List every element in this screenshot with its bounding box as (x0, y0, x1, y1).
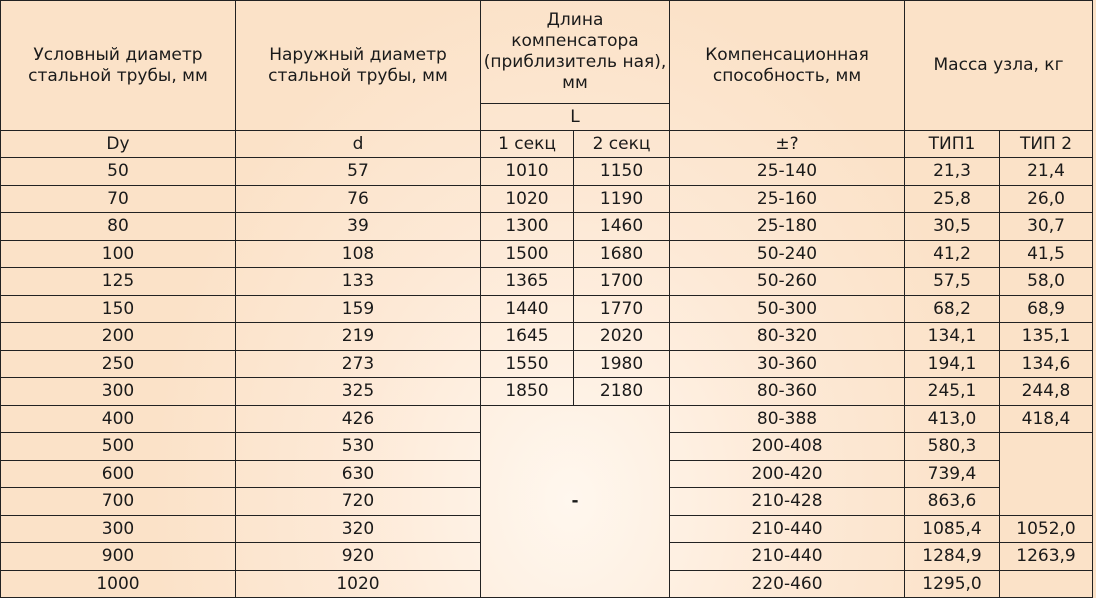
cell-type2 (1000, 570, 1093, 598)
cell-comp: 200-420 (670, 460, 905, 488)
cell-type1: 194,1 (905, 350, 1000, 378)
cell-type1: 413,0 (905, 405, 1000, 433)
cell-type2: 135,1 (1000, 323, 1093, 351)
cell-sec2: 2020 (574, 323, 670, 351)
cell-sec2: 1190 (574, 185, 670, 213)
cell-dn: 300 (1, 378, 236, 406)
cell-type2-empty (1000, 433, 1093, 516)
cell-type1: 739,4 (905, 460, 1000, 488)
cell-dn: 125 (1, 268, 236, 296)
table-row (1, 350, 1093, 378)
subheader-sec1: 1 секц (481, 131, 574, 158)
table-row (1, 323, 1093, 351)
subheader-row (1, 131, 1093, 158)
cell-sec1: 1300 (481, 213, 574, 241)
cell-sec2: 1680 (574, 240, 670, 268)
cell-type1: 57,5 (905, 268, 1000, 296)
cell-d: 530 (236, 433, 481, 461)
cell-d: 630 (236, 460, 481, 488)
cell-d: 219 (236, 323, 481, 351)
cell-d: 720 (236, 488, 481, 516)
cell-dn: 300 (1, 515, 236, 543)
cell-type2: 26,0 (1000, 185, 1093, 213)
cell-dn: 100 (1, 240, 236, 268)
cell-sec1: 1440 (481, 295, 574, 323)
cell-dn: 50 (1, 158, 236, 186)
cell-sec1: 1365 (481, 268, 574, 296)
cell-type1: 21,3 (905, 158, 1000, 186)
cell-type1: 68,2 (905, 295, 1000, 323)
cell-dn: 250 (1, 350, 236, 378)
header-row (1, 1, 1093, 104)
cell-d: 39 (236, 213, 481, 241)
cell-type2: 1263,9 (1000, 543, 1093, 571)
table-row (1, 268, 1093, 296)
cell-type2: 21,4 (1000, 158, 1093, 186)
cell-comp: 220-460 (670, 570, 905, 598)
cell-type2: 68,9 (1000, 295, 1093, 323)
header-compensator-length: Длина компенсатора (приблизитель ная), мм (481, 1, 670, 104)
cell-type1: 25,8 (905, 185, 1000, 213)
subheader-type1: ТИП1 (905, 131, 1000, 158)
cell-type2: 134,6 (1000, 350, 1093, 378)
cell-d: 920 (236, 543, 481, 571)
cell-d: 108 (236, 240, 481, 268)
cell-type2: 30,7 (1000, 213, 1093, 241)
table-row (1, 240, 1093, 268)
cell-comp: 25-180 (670, 213, 905, 241)
cell-sec2: 1150 (574, 158, 670, 186)
table-row (1, 405, 1093, 433)
table-row (1, 158, 1093, 186)
cell-d: 133 (236, 268, 481, 296)
subheader-type2: ТИП 2 (1000, 131, 1093, 158)
header-outer-diameter: Наружный диаметр стальной трубы, мм (236, 1, 481, 131)
cell-sec1: 1550 (481, 350, 574, 378)
cell-comp: 200-408 (670, 433, 905, 461)
cell-d: 320 (236, 515, 481, 543)
cell-comp: 30-360 (670, 350, 905, 378)
cell-comp: 80-320 (670, 323, 905, 351)
cell-comp: 50-240 (670, 240, 905, 268)
cell-d: 1020 (236, 570, 481, 598)
cell-comp: 25-140 (670, 158, 905, 186)
cell-sec1: 1020 (481, 185, 574, 213)
cell-sec2: 2180 (574, 378, 670, 406)
cell-dn: 1000 (1, 570, 236, 598)
cell-dn: 150 (1, 295, 236, 323)
no-length-cell: - (481, 405, 670, 598)
cell-dn: 400 (1, 405, 236, 433)
cell-comp: 50-300 (670, 295, 905, 323)
cell-type1: 1295,0 (905, 570, 1000, 598)
cell-dn: 500 (1, 433, 236, 461)
header-compensation-capacity: Компенсационная способность, мм (670, 1, 905, 131)
subheader-sec2: 2 секц (574, 131, 670, 158)
cell-comp: 50-260 (670, 268, 905, 296)
cell-type1: 245,1 (905, 378, 1000, 406)
subheader-comp: ±? (670, 131, 905, 158)
cell-sec1: 1500 (481, 240, 574, 268)
cell-type1: 30,5 (905, 213, 1000, 241)
cell-d: 426 (236, 405, 481, 433)
cell-sec1: 1645 (481, 323, 574, 351)
table-row (1, 295, 1093, 323)
cell-type2: 58,0 (1000, 268, 1093, 296)
cell-sec2: 1770 (574, 295, 670, 323)
cell-type1: 1085,4 (905, 515, 1000, 543)
cell-sec2: 1700 (574, 268, 670, 296)
cell-sec1: 1850 (481, 378, 574, 406)
subheader-dn: Dy (1, 131, 236, 158)
cell-comp: 210-428 (670, 488, 905, 516)
cell-type1: 580,3 (905, 433, 1000, 461)
subheader-d: d (236, 131, 481, 158)
cell-comp: 210-440 (670, 515, 905, 543)
cell-dn: 700 (1, 488, 236, 516)
cell-comp: 80-360 (670, 378, 905, 406)
cell-dn: 70 (1, 185, 236, 213)
cell-type2: 418,4 (1000, 405, 1093, 433)
cell-type1: 134,1 (905, 323, 1000, 351)
cell-d: 76 (236, 185, 481, 213)
cell-type2: 244,8 (1000, 378, 1093, 406)
cell-type1: 1284,9 (905, 543, 1000, 571)
cell-comp: 25-160 (670, 185, 905, 213)
cell-sec2: 1980 (574, 350, 670, 378)
cell-d: 159 (236, 295, 481, 323)
cell-d: 57 (236, 158, 481, 186)
cell-d: 273 (236, 350, 481, 378)
table-row (1, 213, 1093, 241)
table-row (1, 185, 1093, 213)
cell-type1: 41,2 (905, 240, 1000, 268)
cell-type1: 863,6 (905, 488, 1000, 516)
cell-sec2: 1460 (574, 213, 670, 241)
cell-dn: 80 (1, 213, 236, 241)
cell-d: 325 (236, 378, 481, 406)
cell-type2: 1052,0 (1000, 515, 1093, 543)
table-row (1, 378, 1093, 406)
header-length-symbol: L (481, 104, 670, 131)
cell-sec1: 1010 (481, 158, 574, 186)
cell-dn: 200 (1, 323, 236, 351)
cell-dn: 600 (1, 460, 236, 488)
cell-dn: 900 (1, 543, 236, 571)
cell-comp: 80-388 (670, 405, 905, 433)
cell-type2: 41,5 (1000, 240, 1093, 268)
header-nominal-diameter: Условный диаметр стальной трубы, мм (1, 1, 236, 131)
header-assembly-mass: Масса узла, кг (905, 1, 1093, 131)
cell-comp: 210-440 (670, 543, 905, 571)
